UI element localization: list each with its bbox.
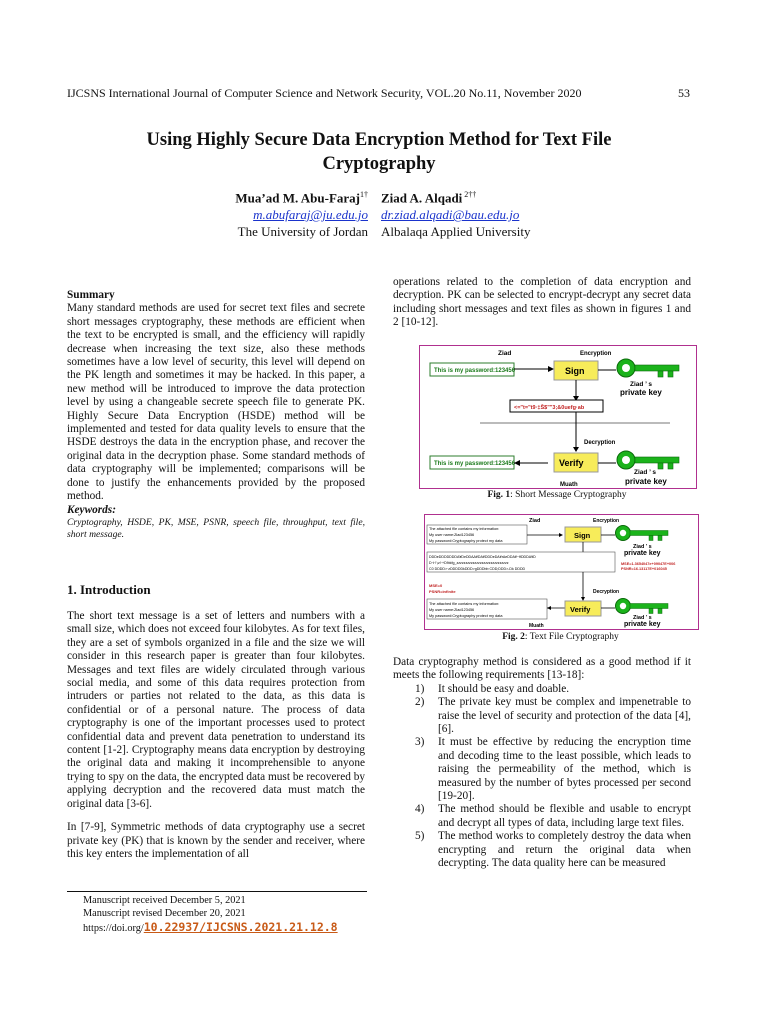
right-column-continuation: operations related to the completion of data encryption and decryption. PK can be selected to encrypt-decrypt any secret data including short messages and text files as shown in figures 1 and 2 [10-12]. xyxy=(393,276,691,329)
fig2-sender: Ziad xyxy=(529,518,541,524)
fig2-cipher-line-3: C0 DDDD>·zDDDDDkDDD>gDDDbb CDD;DDD>-Dk DDDD xyxy=(429,567,526,571)
fig1-verify-label: Verify xyxy=(559,458,584,468)
author-name: Mua’ad M. Abu-Faraj xyxy=(235,190,360,206)
fig2-text-line-3: My password:Cryptography protect my data xyxy=(429,539,503,543)
fig2-verify-label: Verify xyxy=(570,605,591,614)
fig2-encryption-label: Encryption xyxy=(593,518,620,524)
fig1-key-label-2: private key xyxy=(620,388,662,397)
fig2-sign-label: Sign xyxy=(574,531,591,540)
fig1-key-label-1: Ziad ’ s xyxy=(630,381,653,388)
intro-paragraph-1: The short text message is a set of letters and numbers with a small size, which does not exceed four kilobytes. As for text files, they are a set of symbols organized in a file and the size we will consider in this research paper is greater than four kilobytes. Messages and text files are widely circulated through various social media, and some of this data requires protection from intruders or parties not related to the data, as this data is confidential or of a personal nature. The process of data cryptography is one of the important processes used to protect confidential data and prevent data penetration to understand its content [1-2]. Cryptography means data encryption by destroying the original data and making it incomprehensible to anyone trying to spy on the data, the encrypted data must be recovered by applying decryption and the recovered data must match the original data [3-6]. xyxy=(67,610,365,810)
fig2-recovered-line-2: My user name:Ziad123456 xyxy=(429,608,475,612)
list-item: 3) It must be effective by reducing the encryption time and decoding time to the least possible, which leads to raising the permeability of the method, which is measured by the number of bytes processed per second [19-20]. xyxy=(415,736,691,803)
fig2-metric-left-1: MSE=0 xyxy=(429,583,443,588)
author-email-link[interactable]: dr.ziad.alqadi@bau.edu.jo xyxy=(381,207,520,223)
footnote-revised: Manuscript revised December 20, 2021 xyxy=(83,907,246,919)
paper-title xyxy=(100,128,658,176)
figure-2 xyxy=(424,514,699,630)
fig2-decryption-label: Decryption xyxy=(593,589,620,595)
fig2-arrowhead xyxy=(559,533,563,537)
keywords-label: Keywords: xyxy=(67,503,116,516)
fig2-key-icon-2 xyxy=(616,599,669,614)
list-item: 2) The private key must be complex and impenetrable to raise the level of security and protection of the data [4], [6]. xyxy=(415,696,691,736)
fig2-receiver: Muath xyxy=(529,623,544,629)
footnote-received: Manuscript received December 5, 2021 xyxy=(83,895,246,906)
figure-2-caption: Fig. 2: Text File Cryptography xyxy=(502,632,619,642)
section-heading-introduction: 1. Introduction xyxy=(67,582,151,597)
fig2-key-label-4: private key xyxy=(624,621,661,628)
fig2-metric-right-2: PSNR=16.13117E+016045 xyxy=(621,567,667,571)
footnotes xyxy=(83,895,383,935)
fig2-key-icon xyxy=(616,526,669,541)
fig2-recovered-line-3: My password:Cryptography protect my data xyxy=(429,614,503,618)
author-affiliation: The University of Jordan xyxy=(237,224,368,240)
fig1-ciphertext: <="t="t9·‡Š$""3;&0uefg·ab xyxy=(514,405,585,411)
list-item: 4) The method should be flexible and usable to encrypt and decrypt all types of data, including large text files. xyxy=(415,803,691,829)
list-item: 1) It should be easy and doable. xyxy=(415,682,570,695)
figure-2-diagram xyxy=(425,515,698,629)
fig1-key-label-4: private key xyxy=(625,477,667,486)
intro-paragraph-2: In [7-9], Symmetric methods of data cryptography use a secret private key (PK) that is known by the sender and receiver, where this key enters the implementation of all xyxy=(67,821,365,860)
figure-1-diagram xyxy=(420,346,696,488)
requirements-intro: Data cryptography method is considered as a good method if it meets the following requirements [13-18]: xyxy=(393,656,691,682)
summary-text: Many standard methods are used for secret text files and secrete short messages cryptography, these methods are efficient when the text to be encrypted is small, and the efficiency will rapidly decrease when increasing the text size, also these methods sometimes have a low level of security, this level will depend on the PK length and sometimes it may be hacked. In this paper, a new method will be introduced to improve the data protection level by using a changeable secrete speech file to generate PK. Highly Secure Data Encryption (HSDE) method will be implemented and tested for data quality levels to ensure that the HSDE destroys the data in the encryption phase, and recover the original data in the decryption phase. Some standard methods of data cryptography will be implemented; comparisons will be done to justify the enhancements provided by the proposed method. xyxy=(67,302,365,503)
figure-1 xyxy=(419,345,697,489)
title-line-1: Using Highly Secure Data Encryption Method for Text File xyxy=(146,130,612,150)
author-affiliation: Albalaqa Applied University xyxy=(381,224,531,240)
left-column xyxy=(67,289,365,541)
fig2-metric-right-1: MSE=1.3654047e+09047E+006 xyxy=(621,562,676,566)
fig1-arrowhead xyxy=(573,447,579,452)
fig2-metric-left-2: PSNR=infinite xyxy=(429,589,456,594)
fig2-text-line-1: The attached file contains my information: xyxy=(429,527,500,531)
fig2-cipher-line-2: D·t·!‘¡z!·+D!bkfg_zzzzzzzzzzzzzzzzzzzzzzzzzzzzz xyxy=(429,561,509,565)
fig1-plaintext: This is my password:123456 xyxy=(434,368,516,374)
author-name: Ziad A. Alqadi xyxy=(381,190,463,206)
figure-1-caption: Fig. 1: Short Message Cryptography xyxy=(487,490,627,500)
fig1-recovered-text: This is my password:123456 xyxy=(434,461,516,467)
fig2-key-label-1: Ziad ’ s xyxy=(633,544,652,550)
summary-heading: Summary xyxy=(67,289,115,301)
fig2-key-label-3: Ziad ’ s xyxy=(633,615,652,621)
doi-prefix: https://doi.org/ xyxy=(83,922,144,934)
page-number: 53 xyxy=(678,86,690,100)
author-email-link[interactable]: m.abufaraj@ju.edu.jo xyxy=(253,207,368,223)
fig1-arrowhead xyxy=(548,366,554,372)
fig2-key-label-2: private key xyxy=(624,550,661,557)
fig1-encryption-label: Encryption xyxy=(580,351,612,357)
keywords-text: Cryptography, HSDE, PK, MSE, PSNR, speech file, throughput, text file, short message. xyxy=(67,516,365,540)
author-1: Mua’ad M. Abu-Faraj$^{1\dagger}$ m.abufaraj@ju.edu.jo The University of Jordan xyxy=(196,186,368,240)
fig1-key-icon xyxy=(617,359,679,377)
fig2-text-line-2: My user name:Ziad123456 xyxy=(429,533,475,537)
title-line-2: Cryptography xyxy=(322,154,436,174)
fig1-receiver: Muath xyxy=(560,482,578,488)
fig2-arrowhead xyxy=(581,597,585,601)
intro-body xyxy=(67,610,365,861)
fig1-sender: Ziad xyxy=(498,350,512,357)
list-item: 5) The method works to completely destroy the data when encrypting and return the original data when decrypting. The data quality here can be measured xyxy=(415,830,691,870)
requirements-list xyxy=(393,683,691,871)
fig2-recovered-line-1: The attached file contains my information: xyxy=(429,602,500,606)
fig1-key-label-3: Ziad ’ s xyxy=(634,469,657,476)
fig1-decryption-label: Decryption xyxy=(584,440,616,446)
footnote-divider xyxy=(67,891,367,892)
author-2: Ziad A. Alqadi $^{2\dagger\dagger}$ dr.ziad.alqadi@bau.edu.jo Albalaqa Applied University xyxy=(381,186,581,240)
doi-link[interactable]: 10.22937/IJCSNS.2021.21.12.8 xyxy=(143,919,338,934)
fig1-sign-label: Sign xyxy=(565,366,585,376)
fig1-key-icon-2 xyxy=(617,451,679,469)
fig2-arrowhead xyxy=(547,606,551,610)
requirements-section xyxy=(393,656,691,871)
fig2-cipher-line-1: DDDeDDDDDDDA¥DeDDAA¥DA¥DDDeDA¥rAeDDA¥~¥DDDA¥D xyxy=(429,555,536,559)
running-header: IJCSNS International Journal of Computer Science and Network Security, VOL.20 No.11, November 2020 xyxy=(67,86,582,100)
